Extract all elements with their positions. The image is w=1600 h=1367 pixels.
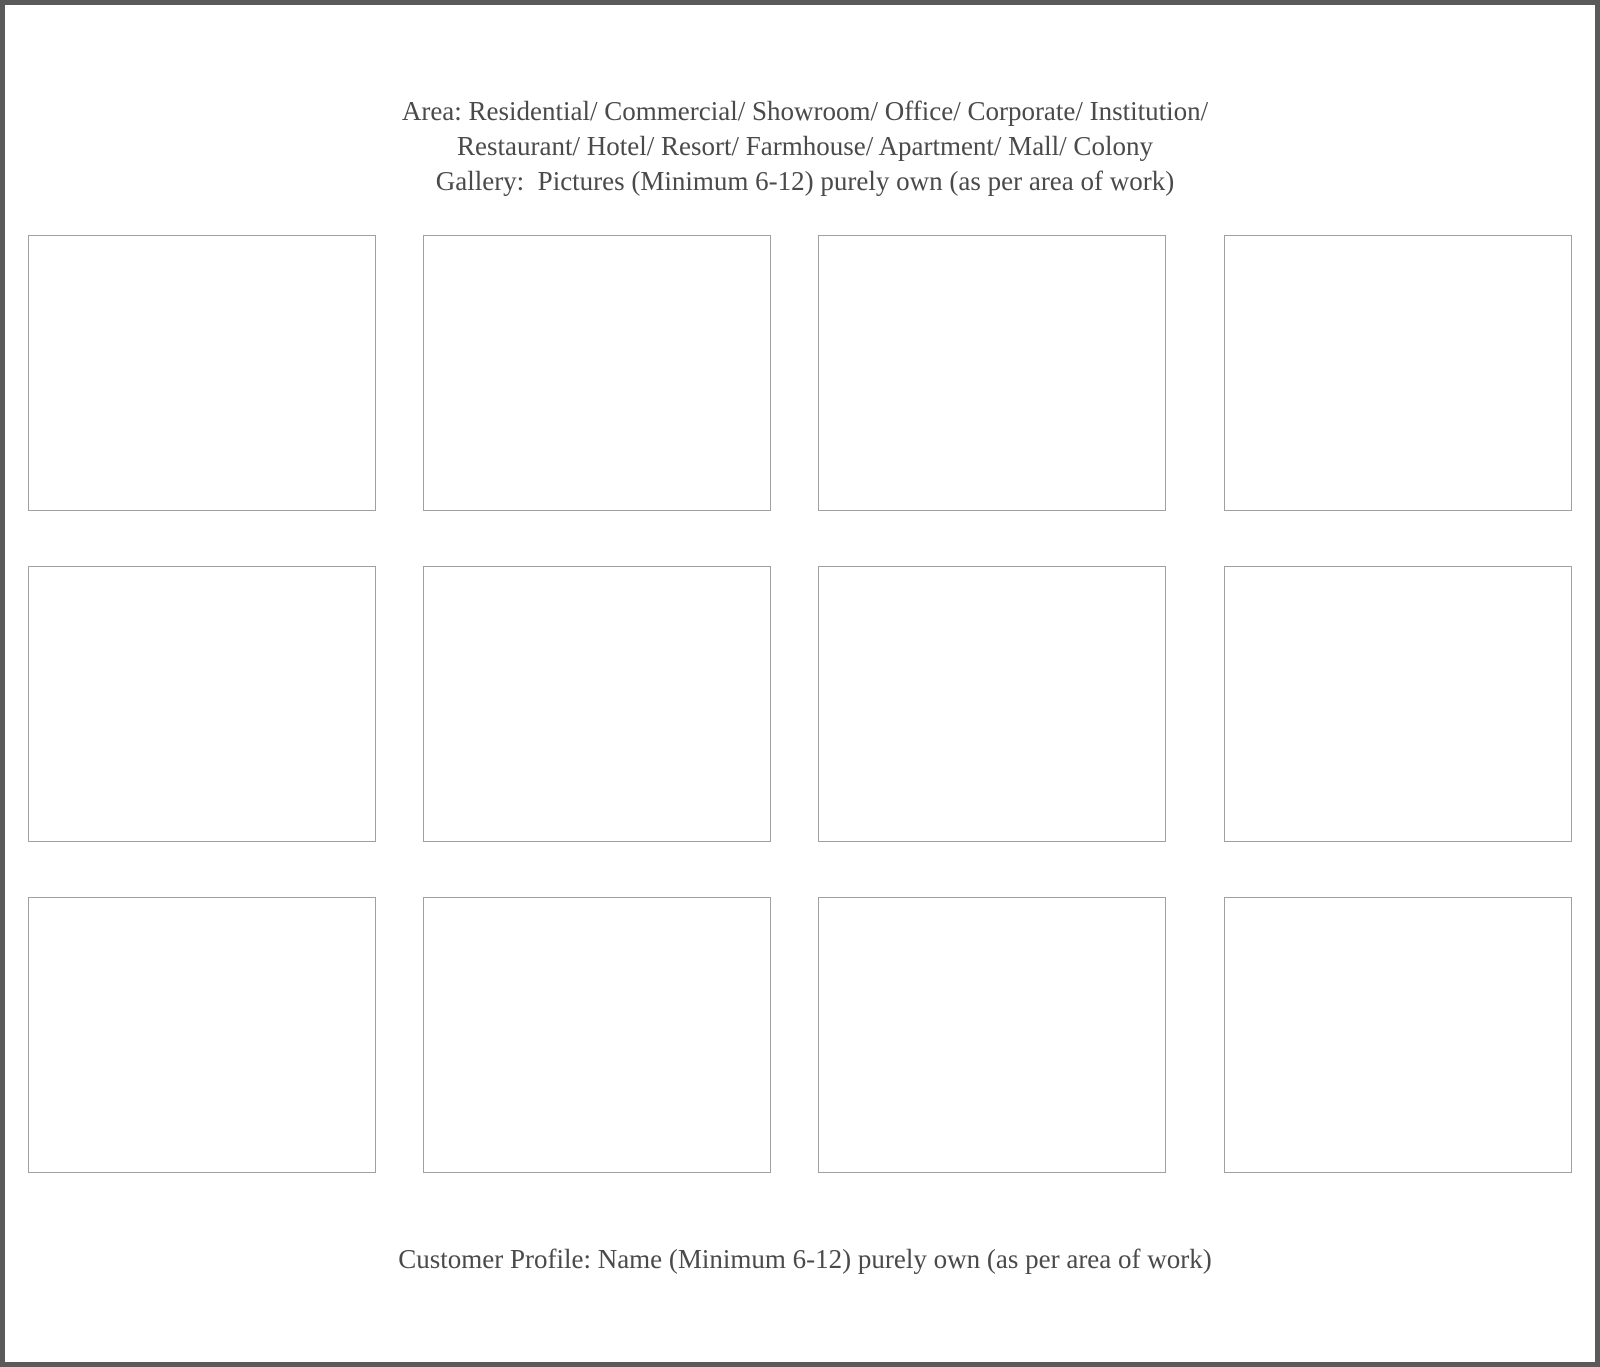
customer-profile-line: Customer Profile: Name (Minimum 6-12) purely own (as per area of work)	[398, 1244, 1212, 1274]
area-line-1: Area: Residential/ Commercial/ Showroom/ Office/ Corporate/ Institution/	[401, 96, 1209, 126]
gallery-photo-placeholder[interactable]	[28, 897, 376, 1173]
gallery-photo-placeholder[interactable]	[423, 235, 771, 511]
gallery-photo-placeholder[interactable]	[1224, 566, 1572, 842]
gallery-photo-placeholder[interactable]	[28, 235, 376, 511]
gallery-photo-placeholder[interactable]	[818, 566, 1166, 842]
gallery-photo-placeholder[interactable]	[423, 897, 771, 1173]
gallery-photo-placeholder[interactable]	[28, 566, 376, 842]
area-line-2: Restaurant/ Hotel/ Resort/ Farmhouse/ Apartment/ Mall/ Colony	[457, 131, 1153, 161]
gallery-photo-placeholder[interactable]	[1224, 235, 1572, 511]
header-block	[5, 94, 1600, 199]
gallery-photo-placeholder[interactable]	[423, 566, 771, 842]
gallery-line: Gallery: Pictures (Minimum 6-12) purely own (as per area of work)	[435, 166, 1175, 196]
gallery-photo-placeholder[interactable]	[818, 897, 1166, 1173]
gallery-photo-placeholder[interactable]	[1224, 897, 1572, 1173]
gallery-photo-placeholder[interactable]	[818, 235, 1166, 511]
